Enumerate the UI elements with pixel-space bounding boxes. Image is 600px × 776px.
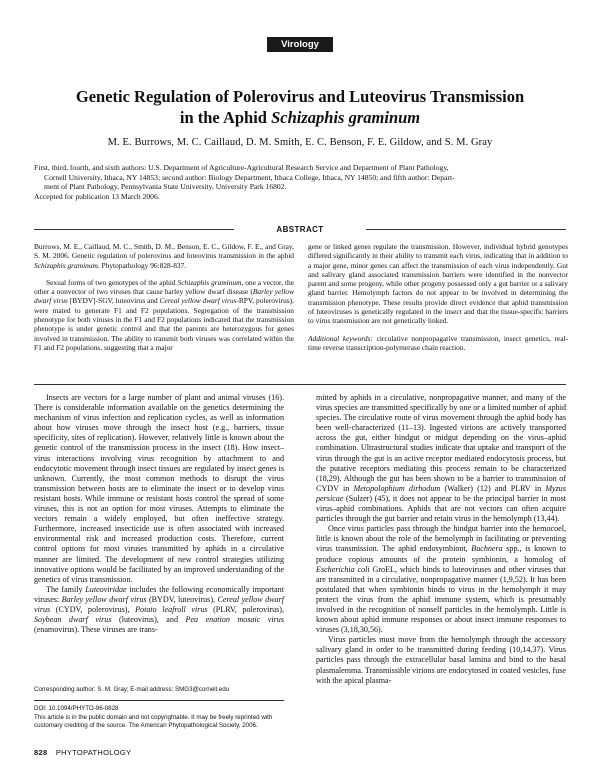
article-title	[40, 86, 560, 128]
title-line-1: Genetic Regulation of Polerovirus and Luteovirus Transmission	[75, 87, 525, 106]
page-footer	[34, 748, 131, 757]
body-paragraph-3: mitted by aphids in a circulative, nonpropagative manner, and many of the virus species are transmitted specifically by one or a limited number of aphid species. The circulative route of virus movement through the aphid body has been well-characterized (11–13). Ingested virions are actively transported across the gut, either hindgut or midgut depending on the virus–aphid combination. Ultrastructural studies indicate that uptake and transport of the virus through the gut is an active receptor mediated endocytosis process, but the putative receptors mediating this process remain to be characterized (18,29). Although the gut has been shown to be a barrier to transmission of CYDV in Metopolophium dirhodum (Walker) (12) and PLRV in Myzus persicae (Sulzer) (45), it does not appear to be the principal barrier in most virus–aphid combinations. Aphids that are not vectors can often acquire particles through the gut barrier and retain virus in the hemolymph (13,44).	[316, 393, 566, 524]
public-domain-notice: This article is in the public domain and not copyrightable. It may be freely reprinted with customary crediting of the source. The American Phytopathological Society, 2006.	[34, 714, 273, 729]
corresponding-author: Corresponding author: S. M. Gray; E-mail address: SMG3@cornell.edu	[34, 686, 230, 693]
doi: DOI: 10.1094/PHYTO-96-0828	[34, 705, 119, 712]
body-paragraph-4: Once virus particles pass through the hindgut barrier into the hemocoel, little is known about the role of the hemolymph in facilitating or preventing virus transmission. The aphid endosymbiont, Buchnera spp., is known to produce copious amounts of the protein symbionin, a homolog of Escherichia coli GroEL, which binds to luteoviruses and other viruses that are transmitted in a circulative, nonpropagative manner (1,9,52). It has been postulated that when symbionin binds to virus in the hemolymph it may protect the virus from the aphid immune system, which is presumably involved in the recognition of nonself particles in the hemolymph. Little is known about aphid immune responses or about insect immune responses to viruses (3,18,30,56).	[316, 524, 566, 635]
affiliation-line-2: Cornell University, Ithaca, NY 14853; second author: Biology Department, Ithaca College, Ithaca, NY 14850; and fifth author: Depart-	[44, 172, 455, 182]
title-line-2: in the Aphid Schizaphis graminum	[179, 108, 421, 127]
journal-name: PHYTOPATHOLOGY	[55, 748, 132, 757]
body-paragraph-2: The family Luteoviridae includes the following economically important viruses: Barley yellow dwarf virus (BYDV, luteovirus), Cereal yellow dwarf virus (CYDV, polerovirus), Potato leafroll virus (PLRV, polerovirus), Soybean dwarf virus (luteovirus), and Pea enation mosaic virus (enamovirus). These viruses are trans-	[34, 584, 284, 635]
affiliation-line-1: First, third, fourth, and sixth authors: U.S. Department of Agriculture-Agricultural Research Service and Department of Plant Pathology,	[34, 163, 449, 172]
body-left-column	[34, 393, 284, 635]
page-number: 828	[34, 748, 48, 757]
body-paragraph-1: Insects are vectors for a large number of plant and animal viruses (16). There is considerable information available on the genetics determining the mechanism of virus infection and replication cycles, as well as information about how viruses move through the insect host (e.g., barriers, tissue specificity, sites of replication). However, relatively little is known about the genetic control of the transmission process in the insect (18). How insect–virus interactions involving virus recognition by attachment to and endocytotic movement through insect tissues are regulated by insect genes is unknown. Currently, the most common methods to disrupt the virus transmission between hosts are to eliminate the insect or to develop virus resistant hosts. While immune or resistant hosts control the spread of some viruses, this is not an option for most viruses. Attempts to eliminate the vectors remain a widely employed, but often ineffective strategy. Furthermore, increased insecticide use is often associated with increased environmental risk and increased production costs. Therefore, current control options for most viruses transmitted by aphids in a circulative manner are limited. The development of new control strategies utilizing innovative options would be facilitated by an improved understanding of the genetics of virus transmission.	[34, 393, 284, 584]
footnote-rule	[34, 700, 284, 701]
author-list: M. E. Burrows, M. C. Caillaud, D. M. Smith, E. C. Benson, F. E. Gildow, and S. M. Gray	[107, 137, 493, 148]
body-paragraph-5: Virus particles must move from the hemolymph through the accessory salivary gland in order to be transmitted during feeding (10,14,37). Virus particles pass through the extracellular basal lamina and bind to the basal plasmalemma. Transmissible virions are endocytosed in coated vesicles, fuse with the apical plasma-	[316, 635, 566, 685]
accepted-date: Accepted for publication 13 March 2006.	[34, 191, 160, 201]
abstract-heading: ABSTRACT	[276, 225, 324, 234]
affiliation-line-3: ment of Plant Pathology, Pennsylvania State University, University Park 16802.	[44, 182, 287, 192]
section-tag: Virology	[267, 37, 333, 52]
abstract-paragraph-2: gene or linked genes regulate the transmission. However, individual hybrid genotypes differed significantly in their ability to transmit each virus, indicating that in addition to a major gene, minor genes can affect the transmission of each virus independently. Gut and salivary gland associated transmission barriers were identified in the nonvector parent and some progeny, while other progeny possessed only a gut barrier or a salivary gland barrier. Hemolymph factors do not appear to be involved in determining the transmission phenotype. These results provide direct evidence that aphid transmission of luteoviruses is genetically regulated in the insect and that the tissue-specific barriers to virus transmission are not genetically linked.	[308, 242, 568, 326]
abstract-keywords: Additional keywords: circulative nonpropagative transmission, insect genetics, real-time reverse transcription-polymerase chain reaction.	[308, 333, 569, 352]
abstract-left-column	[34, 242, 294, 360]
affiliations	[34, 163, 568, 201]
body-divider	[34, 384, 566, 385]
body-right-column	[316, 393, 566, 686]
abstract-rule-right	[366, 229, 566, 230]
abstract-paragraph-1: Sexual forms of two genotypes of the aphid Schizaphis graminum, one a vector, the other a nonvector of two viruses that cause barley yellow dwarf disease (Barley yellow dwarf virus [BYDV]-SGV, luteovirus and Cereal yellow dwarf virus-RPV, polerovirus), were mated to generate F1 and F2 populations. Segregation of the transmission phenotype for both viruses in the F1 and F2 populations indicated that the transmission phenotype is under genetic control and that the parents are heterozygous for genes involved in transmission. The ability to transmit both viruses was correlated within the F1 and F2 populations, suggesting that a major	[34, 277, 294, 352]
abstract-rule-left	[34, 229, 234, 230]
abstract-citation: Burrows, M. E., Caillaud, M. C., Smith, D. M., Benson, E. C., Gildow, F. E., and Gray, S. M. 2006. Genetic regulation of polerovirus and luteovirus transmission in the aphid Schizaphis graminum. Phytopathology 96:828-837.	[34, 242, 294, 270]
abstract-right-column	[308, 242, 568, 360]
